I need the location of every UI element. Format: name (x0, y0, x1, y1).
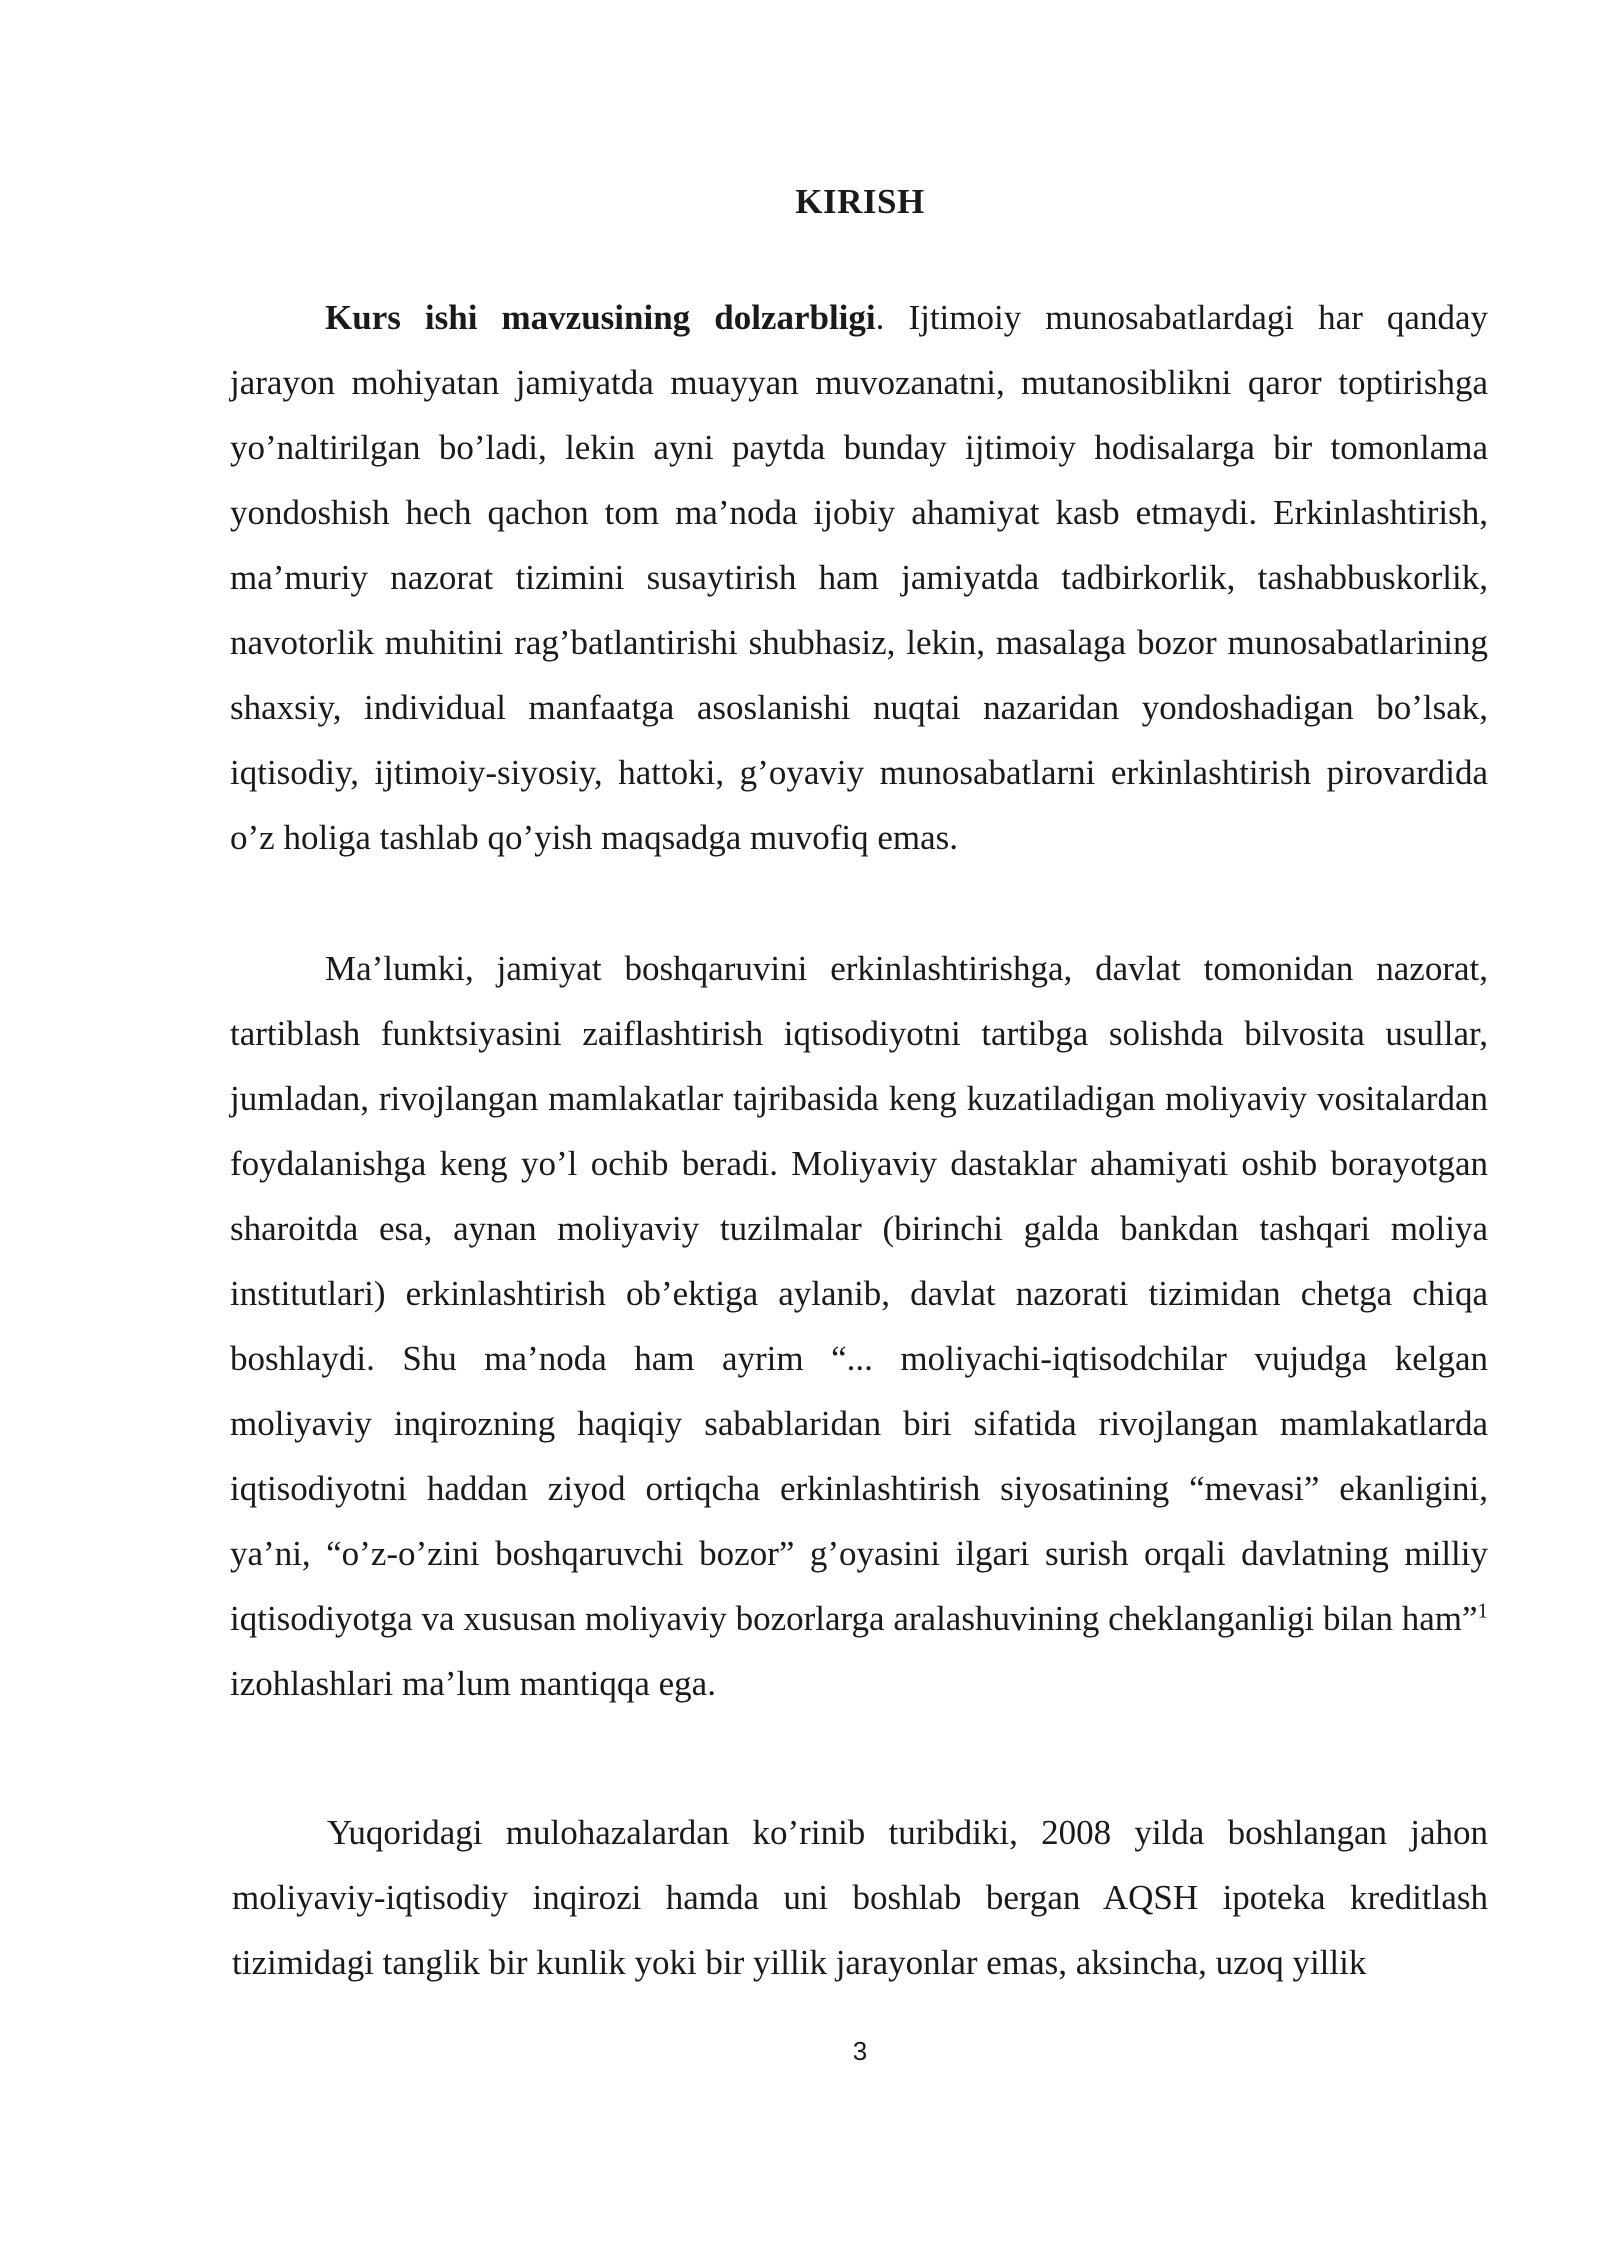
section-heading: KIRISH (795, 182, 925, 221)
paragraph-text: Yuqoridagi mulohazalardan ko’rinib turibdiki, 2008 yilda boshlangan jahon moliyaviy-iqtisodiy inqirozi hamda uni boshlab bergan AQSH ipoteka kreditlash tizimidagi tanglik bir kunlik yoki bir yillik jarayonlar emas, aksincha, uzoq yillik (232, 1813, 1488, 1982)
page-number: 3 (852, 2036, 868, 2066)
paragraph-text: Ma’lumki, jamiyat boshqaruvini erkinlashtirishga, davlat tomonidan nazorat, tartiblash funktsiyasini zaiflashtirish iqtisodiyotni tartibga solishda bilvosita usullar, jumladan, rivojlangan mamlakatlar tajribasida keng kuzatiladigan moliyaviy vositalardan foydalanishga keng yo’l ochib beradi. Moliyaviy dastaklar ahamiyati oshib borayotgan sharoitda esa, aynan moliyaviy tuzilmalar (birinchi galda bankdan tashqari moliya institutlari) erkinlashtirish ob’ektiga aylanib, davlat nazorati tizimidan chetga chiqa boshlaydi. Shu ma’noda ham ayrim “... moliyachi-iqtisodchilar vujudga kelgan moliyaviy inqirozning haqiqiy sabablaridan biri sifatida rivojlangan mamlakatlarda iqtisodiyotni haddan ziyod ortiqcha erkinlashtirish siyosatining “mevasi” ekanligini, ya’ni, “o’z-o’zini boshqaruvchi bozor” g’oyasini ilgari surish orqali davlatning milliy iqtisodiyotga va xususan moliyaviy bozorlarga aralashuvining cheklanganligi bilan ham” (230, 949, 1488, 1638)
paragraph-text-continued: izohlashlari ma’lum mantiqqa ega. (230, 1664, 716, 1703)
paragraph-liberalization (230, 936, 1488, 1716)
paragraph-text: . Ijtimoiy munosabatlardagi har qanday jarayon mohiyatan jamiyatda muayyan muvozanatni, mutanosiblikni qaror toptirishga yo’naltirilgan bo’ladi, lekin ayni paytda bunday ijtimoiy hodisalarga bir tomonlama yondoshish hech qachon tom ma’noda ijobiy ahamiyat kasb etmaydi. Erkinlashtirish, ma’muriy nazorat tizimini susaytirish ham jamiyatda tadbirkorlik, tashabbuskorlik, navotorlik muhitini rag’batlantirishi shubhasiz, lekin, masalaga bozor munosabatlarining shaxsiy, individual manfaatga asoslanishi nuqtai nazaridan yondoshadigan bo’lsak, iqtisodiy, ijtimoiy-siyosiy, hattoki, g’oyaviy munosabatlarni erkinlashtirish pirovardida o’z holiga tashlab qo’yish maqsadga muvofiq emas. (230, 298, 1488, 857)
paragraph-crisis (232, 1800, 1488, 1995)
paragraph-relevance (230, 285, 1488, 870)
footnote-marker: 1 (1477, 1598, 1488, 1623)
paragraph-lead-bold: Kurs ishi mavzusining dolzarbligi (325, 298, 876, 337)
